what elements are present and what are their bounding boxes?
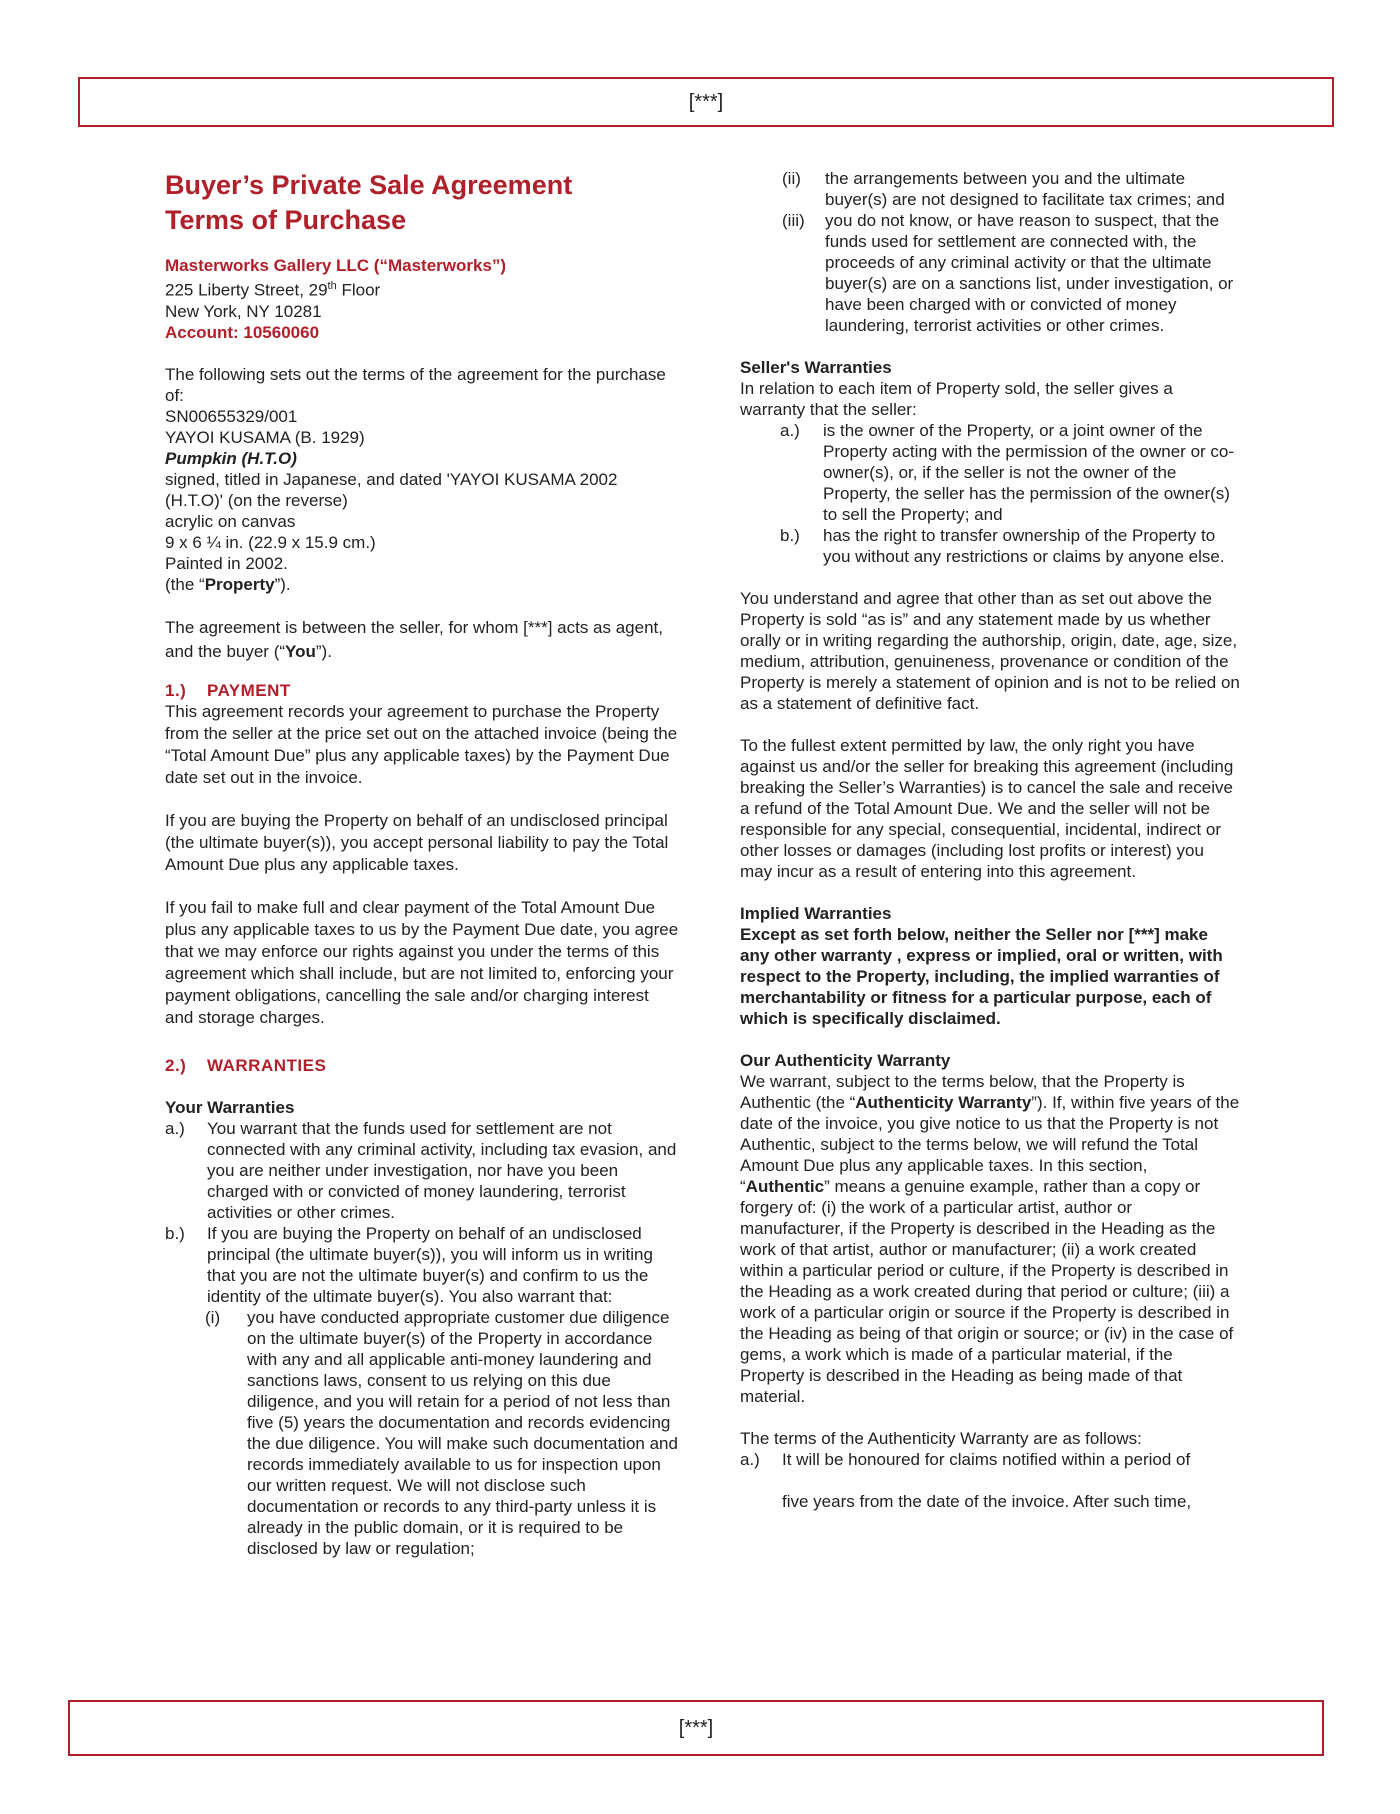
page-title — [165, 168, 680, 238]
company-city: New York, NY 10281 — [165, 301, 322, 321]
seller-b-text: has the right to transfer ownership of the Property to you without any restrictions or claims by anyone else. — [823, 526, 1225, 566]
company-block — [165, 255, 680, 343]
warranty-i-marker: (i) — [205, 1307, 221, 1327]
company-street — [165, 276, 680, 301]
seller-b-marker: b.) — [780, 526, 800, 545]
warranty-a-marker: a.) — [165, 1118, 185, 1138]
implied-warranties-text: Except as set forth below, neither the Seller nor [***] make any other warranty , express or implied, oral or written, with respect to the Property, including, the implied warranties of merchantability or fitness for a particular purpose, each of which is specifically disclaimed. — [740, 925, 1223, 1028]
section-1-number: 1.) — [165, 680, 187, 700]
title-line-1: Buyer’s Private Sale Agreement — [165, 170, 573, 200]
your-warranty-b-iii — [740, 210, 1240, 336]
property-pre: (the “ — [165, 574, 205, 594]
property-word: Property — [204, 574, 275, 594]
auth-a-line-1: It will be honoured for claims notified within a period of — [782, 1450, 1191, 1469]
warranty-ii-marker: (ii) — [782, 169, 801, 188]
painted-year: Painted in 2002. — [165, 553, 288, 573]
authenticity-terms-intro: The terms of the Authenticity Warranty are as follows: — [740, 1429, 1142, 1448]
warranty-a-text: You warrant that the funds used for settlement are not connected with any criminal activity, including tax evasion, and you are neither under investigation, nor have you been charged with or convicted of money laundering, terrorist activities or other crimes. — [207, 1118, 677, 1222]
auth-term-1: Authenticity Warranty — [855, 1093, 1032, 1112]
account-number: Account: 10560060 — [165, 322, 320, 342]
your-warranty-b-ii — [740, 168, 1240, 210]
seller-warranties-intro: In relation to each item of Property sold, the seller gives a warranty that the seller: — [740, 379, 1173, 419]
section-2-number: 2.) — [165, 1055, 187, 1075]
warranty-b-text: If you are buying the Property on behalf of an undisclosed principal (the ultimate buyer(s)), you will inform us in writing that you are not the ultimate buyer(s) and confirm to us the identity of the ultimate buyer(s). You also warrant that: — [207, 1223, 653, 1306]
as-is-paragraph: You understand and agree that other than as set out above the Property is sold “as is” and any statement made by us whether orally or in writing regarding the authorship, origin, date, age, size, medium, attribution, genuineness, provenance or condition of the Property is merely a statement of opinion and is not to be relied on as a statement of definitive fact. — [740, 589, 1240, 713]
seller-a-marker: a.) — [780, 421, 800, 440]
authenticity-paragraph — [740, 1071, 1240, 1407]
right-column — [740, 168, 1240, 1512]
street-floor: Floor — [336, 280, 381, 300]
artist-name: YAYOI KUSAMA (B. 1929) — [165, 427, 365, 447]
signed-description: signed, titled in Japanese, and dated 'YAYOI KUSAMA 2002 (H.T.O)' (on the reverse) — [165, 469, 618, 510]
seller-a-text: is the owner of the Property, or a joint owner of the Property acting with the permission of the owner or co-owner(s), or, if the seller is not the owner of the Property, the seller has the permission of the owner(s) to sell the Property; and — [823, 421, 1235, 524]
intro-block — [165, 364, 680, 595]
street-text: 225 Liberty Street, 29 — [165, 280, 328, 300]
your-warranty-b — [165, 1223, 680, 1307]
payment-paragraph-1: This agreement records your agreement to purchase the Property from the seller at the price set out on the attached invoice (being the “Total Amount Due” plus any applicable taxes) by the Payment Due date set out in the invoice. — [165, 701, 678, 787]
seller-warranty-b — [740, 525, 1240, 567]
auth-text-3: ” means a genuine example, rather than a copy or forgery of: (i) the work of a particular artist, author or manufacturer, if the Property is described in the Heading as the work of that artist, author or manufacturer; (ii) a work created within a particular period or culture, if the Property is described in the Heading as a work created during that period or culture; (iii) a work of a particular origin or source if the Property is described in the Heading as being of that origin or source; or (iv) in the case of gems, a work which is made of a particular material, if the Property is described in the Heading as being made of that material. — [740, 1177, 1234, 1406]
warranty-ii-text: the arrangements between you and the ultimate buyer(s) are not designed to facilitate tax crimes; and — [825, 169, 1225, 209]
footer-redaction-box — [68, 1700, 1324, 1756]
intro-text: The following sets out the terms of the agreement for the purchase of: — [165, 364, 666, 405]
section-2-heading — [165, 1055, 680, 1076]
parties-paragraph — [165, 616, 680, 664]
section-2-title: WARRANTIES — [207, 1055, 327, 1075]
authenticity-term-a — [740, 1449, 1240, 1512]
parties-you: You — [285, 641, 316, 661]
header-redaction-box — [78, 77, 1334, 127]
medium: acrylic on canvas — [165, 511, 296, 531]
lot-number: SN00655329/001 — [165, 406, 298, 426]
payment-paragraph-2: If you are buying the Property on behalf of an undisclosed principal (the ultimate buyer(s)), you accept personal liability to pay the Total Amount Due plus any applicable taxes. — [165, 810, 669, 874]
seller-warranties-heading: Seller's Warranties — [740, 358, 892, 377]
section-1-heading — [165, 680, 680, 701]
footer-placeholder: [***] — [678, 1716, 714, 1739]
authenticity-heading: Our Authenticity Warranty — [740, 1051, 951, 1070]
auth-text-2: ”). If, within five years of the date of the invoice, you give notice to us that the Property is not Authentic, subject to the terms below, we will refund the Total Amount Due plus any applicable taxes. In this section, “ — [740, 1093, 1240, 1196]
warranty-i-text: you have conducted appropriate customer due diligence on the ultimate buyer(s) of the Property in accordance with any and all applicable anti-money laundering and sanctions laws, consent to us relying on this due diligence, and you will retain for a period of not less than five (5) years the documentation and records evidencing the due diligence. You will make such documentation and records immediately available to us for inspection upon our written request. We will not disclose such documentation or records to any third-party unless it is already in the public domain, or it is required to be disclosed by law or regulation; — [247, 1307, 678, 1558]
dimensions: 9 x 6 ¼ in. (22.9 x 15.9 cm.) — [165, 532, 376, 552]
auth-a-marker: a.) — [740, 1450, 760, 1469]
auth-a-line-2: five years from the date of the invoice. After such time, — [782, 1492, 1192, 1511]
your-warranty-a — [165, 1118, 680, 1223]
auth-term-2: Authentic — [745, 1177, 825, 1196]
parties-pre: The agreement is between the seller, for whom [***] acts as agent, and the buyer (“ — [165, 617, 663, 661]
your-warranties-heading: Your Warranties — [165, 1097, 295, 1117]
header-placeholder: [***] — [688, 90, 724, 113]
auth-text-1: We warrant, subject to the terms below, that the Property is Authentic (the “ — [740, 1072, 1185, 1112]
property-post: ”). — [274, 574, 291, 594]
implied-warranties-heading: Implied Warranties — [740, 904, 892, 923]
your-warranty-b-i — [165, 1307, 680, 1559]
property-definition — [165, 574, 680, 595]
warranty-iii-text: you do not know, or have reason to suspect, that the funds used for settlement are connected with, the proceeds of any criminal activity or that the ultimate buyer(s) are on a sanctions list, under investigation, or have been charged with or convicted of money laundering, terrorist activities or other crimes. — [825, 211, 1234, 335]
section-1-title: PAYMENT — [207, 680, 291, 700]
warranty-iii-marker: (iii) — [782, 211, 805, 230]
work-title: Pumpkin (H.T.O) — [165, 448, 297, 468]
company-name: Masterworks Gallery LLC (“Masterworks”) — [165, 256, 507, 275]
warranty-b-marker: b.) — [165, 1223, 185, 1243]
parties-post: ”). — [315, 641, 332, 661]
remedy-paragraph: To the fullest extent permitted by law, the only right you have against us and/or the seller for breaking this agreement (including breaking the Seller’s Warranties) is to cancel the sale and receive a refund of the Total Amount Due. We and the seller will not be responsible for any special, consequential, incidental, indirect or other losses or damages (including lost profits or interest) you may incur as a result of entering into this agreement. — [740, 736, 1234, 881]
title-line-2: Terms of Purchase — [165, 205, 407, 235]
left-column — [165, 168, 680, 1559]
payment-paragraph-3: If you fail to make full and clear payment of the Total Amount Due plus any applicable taxes to us by the Payment Due date, you agree that we may enforce our rights against you under the terms of this agreement which shall include, but are not limited to, enforcing your payment obligations, cancelling the sale and/or charging interest and storage charges. — [165, 897, 679, 1027]
street-sup: th — [327, 280, 337, 292]
seller-warranty-a — [740, 420, 1240, 525]
